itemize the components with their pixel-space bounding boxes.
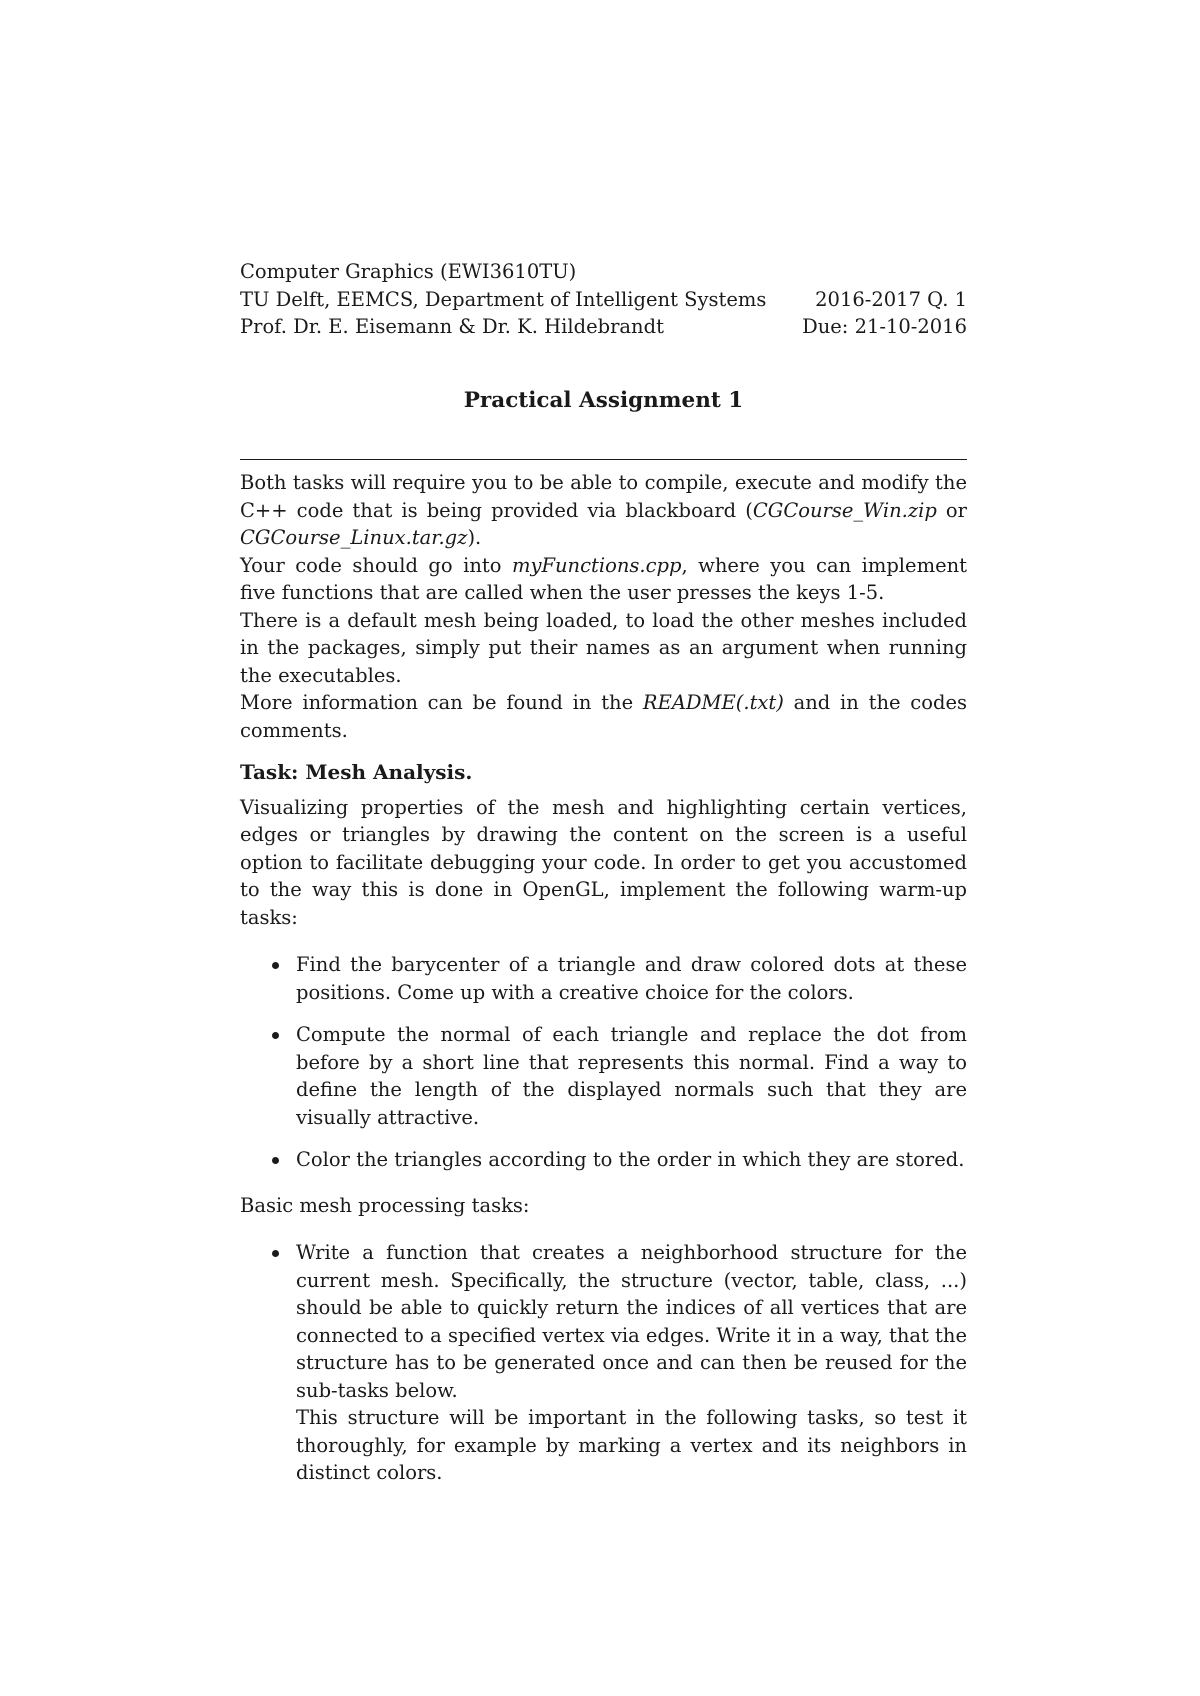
intro-p4-text: More information can be found in the (240, 691, 643, 714)
file-win-zip: CGCourse_Win.zip (752, 498, 937, 522)
list-item-text-continued: This structure will be important in the following tasks, so test it thoroughly, for example by marking a vertex and its neighbors in distinct colors. (296, 1406, 967, 1484)
intro-paragraph-4 (240, 689, 967, 744)
warmup-list (240, 951, 967, 1174)
academic-year: 2016-2017 Q. 1 (815, 287, 967, 311)
file-linux-tar: CGCourse_Linux.tar.gz (240, 526, 468, 549)
list-item-text: Color the triangles according to the order in which they are stored. (296, 1148, 965, 1171)
bullet-icon (272, 1157, 279, 1164)
intro-p4-rest: and in the codes comments. (240, 691, 967, 742)
header-row-profs (240, 313, 967, 341)
list-item (240, 1146, 967, 1174)
bullet-icon (272, 1032, 279, 1039)
header-row-course (240, 258, 967, 286)
intro-paragraph-1 (240, 469, 967, 552)
intro-p1-text: Both tasks will require you to be able to compile, execute and modify the C++ code that is being provided via blackboard ( (240, 471, 967, 522)
body-text (240, 469, 967, 1487)
page-title: Practical Assignment 1 (463, 388, 744, 413)
list-item-text: Compute the normal of each triangle and replace the dot from before by a short line that represents this normal. Find a way to define the length of the displayed normals such that they are visually attractive. (296, 1023, 967, 1129)
intro-p2-rest: , where you can implement five functions that are called when the user presses the keys 1-5. (240, 553, 968, 604)
file-readme: README(.txt) (642, 691, 784, 714)
header-row-dept (240, 286, 967, 314)
course-name: Computer Graphics (EWI3610TU) (240, 260, 577, 283)
list-item-text: Write a function that creates a neighborhood structure for the current mesh. Specifically, the structure (vector, table, class, ...) should be able to quickly return the indices of all vertices that are connected to a specified vertex via edges. Write it in a way, that the structure has to be generated once and can then be reused for the sub-tasks below. (296, 1241, 967, 1402)
list-item (240, 1021, 967, 1131)
header-block (240, 258, 967, 341)
file-myfunctions: myFunctions.cpp (511, 553, 682, 577)
basic-tasks-heading: Basic mesh processing tasks: (240, 1193, 530, 1217)
bullet-icon (272, 962, 279, 969)
intro-p1-end: ). (467, 526, 482, 549)
intro-paragraph-3: There is a default mesh being loaded, to load the other meshes included in the packages, simply put their names as an argument when running the executables. (240, 608, 967, 687)
bullet-icon (272, 1250, 279, 1257)
intro-p2-text: Your code should go into (240, 553, 512, 577)
list-item (240, 1239, 967, 1487)
basic-list (240, 1239, 967, 1487)
department: TU Delft, EEMCS, Department of Intelligent Systems (240, 287, 767, 311)
title-rule (240, 459, 967, 460)
professors: Prof. Dr. E. Eisemann & Dr. K. Hildebrandt (240, 315, 664, 338)
task-paragraph: Visualizing properties of the mesh and highlighting certain vertices, edges or triangles by drawing the content on the screen is a useful option to facilitate debugging your code. In order to get you accustomed to the way this is done in OpenGL, implement the following warm-up tasks: (240, 795, 967, 929)
list-item-text: Find the barycenter of a triangle and draw colored dots at these positions. Come up with a creative choice for the colors. (296, 953, 967, 1004)
due-date: Due: 21-10-2016 (802, 315, 967, 338)
intro-paragraph-2 (240, 552, 967, 607)
task-heading: Task: Mesh Analysis. (240, 760, 473, 784)
intro-p1-or: or (936, 498, 967, 522)
list-item (240, 951, 967, 1006)
